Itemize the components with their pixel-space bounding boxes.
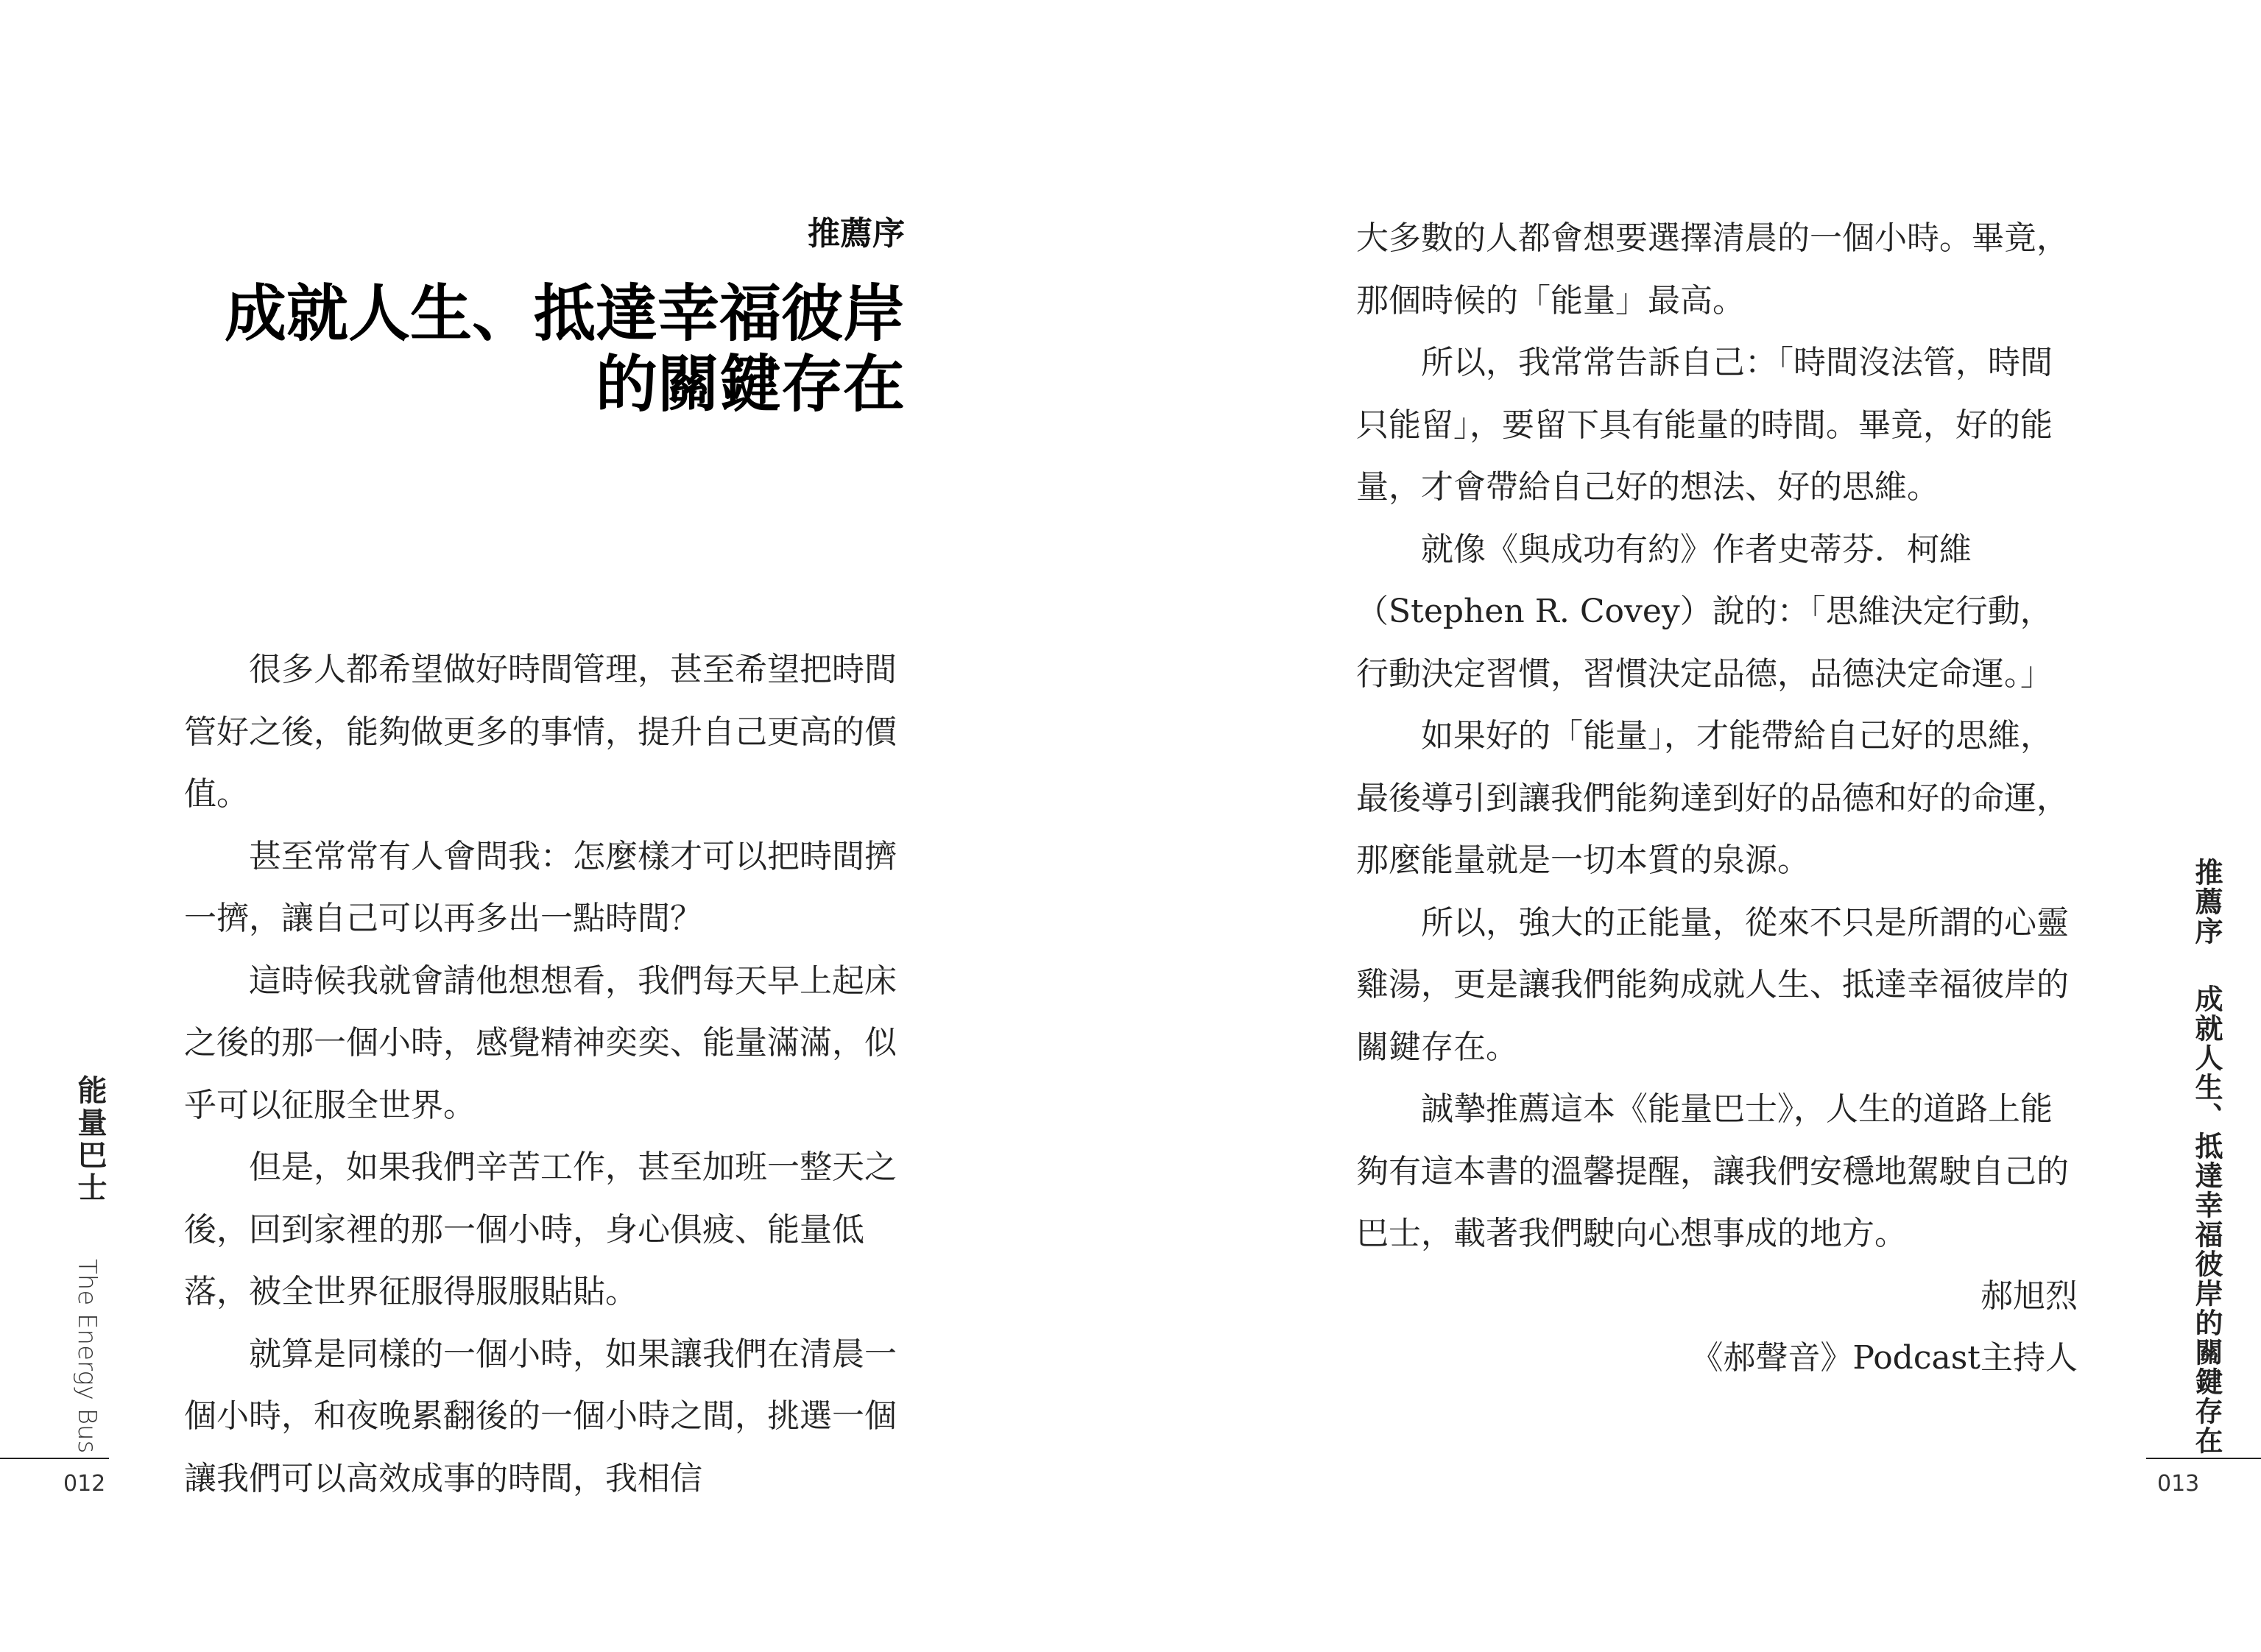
chapter-title: [95, 278, 905, 420]
paragraph: 甚至常常有人會問我：怎麼樣才可以把時間擠一擠，讓自己可以再多出一點時間？: [184, 837, 897, 937]
paragraph-continuation: 大多數的人都會想要選擇清晨的一個小時。畢竟，那個時候的「能量」最高。: [1356, 219, 2069, 320]
signature-name: 郝旭烈: [1980, 1277, 2078, 1315]
folio-divider-left: [0, 1458, 109, 1459]
paragraph: 所以，強大的正能量，從來不只是所謂的心靈雞湯，更是讓我們能夠成就人生、抵達幸福彼岸的關鍵存在。: [1356, 903, 2069, 1066]
book-title-english-vertical: The Energy Bus: [72, 1259, 102, 1454]
running-header-left: [66, 1075, 110, 1458]
chapter-title-vertical: 成就人生、抵達幸福彼岸的關鍵存在: [2190, 984, 2223, 1455]
paragraph: 很多人都希望做好時間管理，甚至希望把時間管好之後，能夠做更多的事情，提升自己更高的價值。: [184, 651, 897, 813]
page-number-right: 013: [2157, 1471, 2200, 1497]
section-kicker-vertical: 推薦序: [2190, 858, 2223, 946]
page-number-left: 012: [63, 1471, 106, 1497]
right-page: [1131, 0, 2261, 1652]
chapter-title-line-2: 的關鍵存在: [595, 348, 905, 420]
left-body-text: [184, 639, 906, 1510]
signature-title: 《郝聲音》Podcast主持人: [1690, 1339, 2078, 1377]
paragraph: 誠摯推薦這本《能量巴士》，人生的道路上能夠有這本書的溫馨提醒，讓我們安穩地駕駛自己的巴士，載著我們駛向心想事成的地方。: [1356, 1090, 2069, 1252]
section-kicker: 推薦序: [808, 215, 905, 253]
right-body-text: [1356, 208, 2078, 1390]
left-page: [0, 0, 1130, 1652]
running-header-right: [2142, 858, 2223, 1461]
paragraph: 所以，我常常告訴自己：「時間沒法管，時間只能留」，要留下具有能量的時間。畢竟，好的能量，才會帶給自己好的想法、好的思維。: [1356, 344, 2053, 506]
paragraph: 就算是同樣的一個小時，如果讓我們在清晨一個小時，和夜晚累翻後的一個小時之間，挑選一個讓我們可以高效成事的時間，我相信: [184, 1335, 897, 1497]
paragraph: 如果好的「能量」，才能帶給自己好的思維，最後導引到讓我們能夠達到好的品德和好的命運，那麼能量就是一切本質的泉源。: [1356, 717, 2069, 879]
paragraph: 但是，如果我們辛苦工作，甚至加班一整天之後，回到家裡的那一個小時，身心俱疲、能量低落，被全世界征服得服服貼貼。: [184, 1148, 897, 1310]
book-title-vertical: 能量巴士: [73, 1075, 107, 1204]
paragraph: 就像《與成功有約》作者史蒂芬．柯維（Stephen R. Covey）說的：「思維決定行動，行動決定習慣，習慣決定品德，品德決定命運。」: [1356, 530, 2053, 693]
chapter-title-line-1: 成就人生、抵達幸福彼岸: [224, 278, 905, 350]
folio-divider-right: [2146, 1458, 2261, 1459]
paragraph: 這時候我就會請他想想看，我們每天早上起床之後的那一個小時，感覺精神奕奕、能量滿滿，似乎可以征服全世界。: [184, 961, 897, 1124]
